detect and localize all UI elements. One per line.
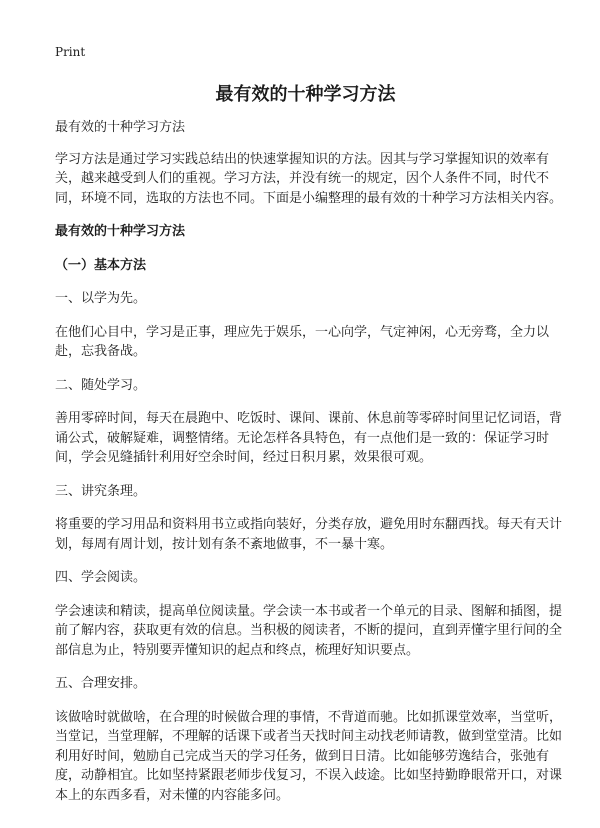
section-heading: 最有效的十种学习方法 [55,224,186,239]
item-heading-3: 三、讲究条理。 [55,483,147,499]
item-heading-1: 一、以学为先。 [55,291,147,306]
item-heading-5: 五、合理安排。 [55,676,147,691]
item-body-2: 善用零碎时间，每天在晨跑中、吃饭时、课间、课前、休息前等零碎时间里记忆词语，背诵公式，破解疑难，调整情绪。无论怎样各具特色，有一点他们是一致的：保证学习时间，学会见缝插针利用好空余时间，经过日积月累，效果很可观。 [55,411,563,465]
item-heading-4: 四、学会阅读。 [55,570,147,585]
item-heading-2: 二、随处学习。 [55,377,147,393]
article-subtitle: 最有效的十种学习方法 [55,120,186,135]
basic-methods-heading: （一）基本方法 [55,257,147,273]
item-body-4: 学会速读和精读，提高单位阅读量。学会读一本书或者一个单元的目录、图解和插图，提前了解内容，获取更有效的信息。当积极的阅读者，不断的提问，直到弄懂字里行间的全部信息为止，特别要弄懂知识的起点和终点，梳理好知识要点。 [55,603,563,658]
document-title: 最有效的十种学习方法 [215,84,396,105]
print-link[interactable]: Print [55,45,86,59]
item-body-5: 该做啥时就做啥，在合理的时候做合理的事情，不背道而驰。比如抓课堂效率，当堂听，当堂记，当堂理解，不理解的话课下或者当天找时间主动找老师请教，做到堂堂清。比如利用好时间，勉励自己完成当天的学习任务，做到日日清。比如能够劳逸结合，张弛有度，动静相宜。比如坚持紧跟老师步伐复习，不误入歧途。比如坚持勤睁眼常开口，对课本上的东西多看，对未懂的内容能多问。 [55,709,563,803]
article-body [55,118,562,819]
item-body-1: 在他们心目中，学习是正事，理应先于娱乐，一心向学，气定神闲，心无旁骛，全力以赴，忘我备战。 [55,324,550,359]
intro-paragraph: 学习方法是通过学习实践总结出的快速掌握知识的方法。因其与学习掌握知识的效率有关，越来越受到人们的重视。学习方法，并没有统一的规定，因个人条件不同，时代不同，环境不同，选取的方法也不同。下面是小编整理的最有效的十种学习方法相关内容。 [55,151,563,206]
item-body-3: 将重要的学习用品和资料用书立或指向装好，分类存放，避免用时东翻西找。每天有天计划，每周有周计划，按计划有条不紊地做事，不一暴十寒。 [55,517,563,552]
